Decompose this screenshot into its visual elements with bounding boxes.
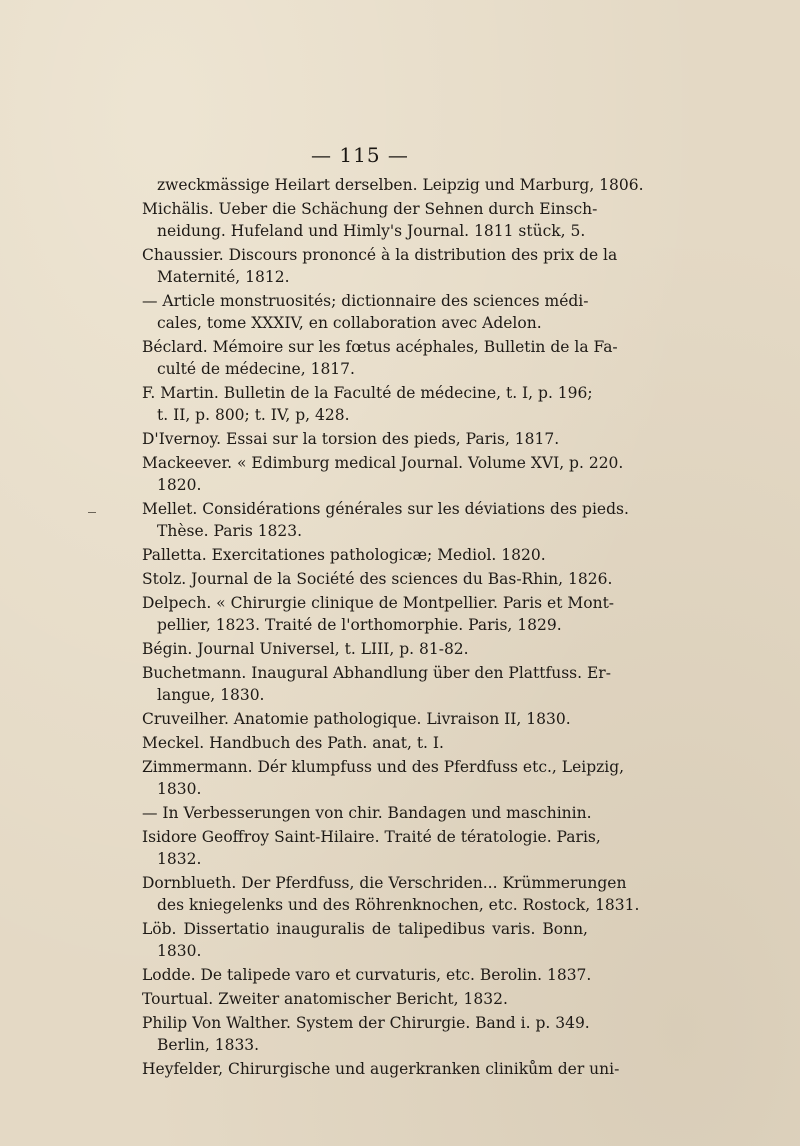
entry-line: F. Martin. Bulletin de la Faculté de médecine, t. I, p. 196; — [142, 384, 593, 402]
entry-line: Berlin, 1833. — [157, 1036, 260, 1054]
entry-line: Palletta. Exercitationes pathologicæ; Mediol. 1820. — [142, 546, 546, 564]
entry-line: cales, tome XXXIV, en collaboration avec Adelon. — [157, 314, 542, 332]
entry-line: des kniegelenks und des Röhrenknochen, etc. Rostock, 1831. — [157, 896, 640, 914]
entry-line: Philip Von Walther. System der Chirurgie. Band i. p. 349. — [142, 1014, 590, 1032]
entry-line: — Article monstruosités; dictionnaire des sciences médi- — [142, 292, 589, 310]
entry-line: 1830. — [157, 780, 202, 798]
entry-line: Lodde. De talipede varo et curvaturis, etc. Berolin. 1837. — [142, 966, 592, 984]
bibliography-entry — [142, 382, 593, 426]
bibliography-entry — [142, 826, 601, 870]
margin-mark — [88, 512, 96, 513]
entry-line: 1832. — [157, 850, 202, 868]
bibliography-entry — [142, 802, 592, 824]
bibliography-entry — [142, 988, 588, 1010]
entry-line: Maternité, 1812. — [157, 268, 290, 286]
entry-line: Chaussier. Discours prononcé à la distribution des prix de la — [142, 246, 618, 264]
entry-line: t. II, p. 800; t. IV, p, 428. — [157, 406, 350, 424]
bibliography-entry — [142, 568, 613, 590]
page-number: — 115 — — [311, 143, 409, 167]
entry-line: 1830. — [157, 942, 202, 960]
entry-line: Stolz. Journal de la Société des sciences du Bas-Rhin, 1826. — [142, 570, 613, 588]
bibliography-entry — [142, 756, 625, 800]
entry-line: Isidore Geoffroy Saint-Hilaire. Traité de tératologie. Paris, — [142, 828, 601, 846]
bibliography-entry — [142, 708, 588, 730]
bibliography-entry — [142, 544, 588, 566]
entry-line: zweckmässige Heilart derselben. Leipzig und Marburg, 1806. — [157, 176, 644, 194]
entry-line: Löb. Dissertatio inauguralis de talipedibus varis. Bonn, — [142, 920, 588, 938]
entry-line: neidung. Hufeland und Himly's Journal. 1811 stück, 5. — [157, 222, 586, 240]
bibliography-entry — [142, 336, 618, 380]
bibliography-list — [142, 174, 644, 1082]
entry-line: Dornblueth. Der Pferdfuss, die Verschriden... Krümmerungen — [142, 874, 627, 892]
bibliography-entry — [142, 1058, 620, 1080]
bibliography-entry — [142, 872, 640, 916]
entry-line: langue, 1830. — [157, 686, 265, 704]
bibliography-entry — [142, 244, 618, 288]
bibliography-entry — [142, 592, 615, 636]
bibliography-entry — [142, 174, 644, 196]
entry-line: Zimmermann. Dér klumpfuss und des Pferdfuss etc., Leipzig, — [142, 758, 625, 776]
entry-line: Thèse. Paris 1823. — [157, 522, 303, 540]
entry-line: Béclard. Mémoire sur les fœtus acéphales, Bulletin de la Fa- — [142, 338, 618, 356]
entry-line: Meckel. Handbuch des Path. anat, t. I. — [142, 734, 444, 752]
bibliography-entry — [142, 290, 588, 334]
entry-line: D'Ivernoy. Essai sur la torsion des pieds, Paris, 1817. — [142, 430, 560, 448]
bibliography-entry — [142, 428, 588, 450]
entry-line: pellier, 1823. Traité de l'orthomorphie. Paris, 1829. — [157, 616, 562, 634]
bibliography-entry — [142, 662, 611, 706]
entry-line: 1820. — [157, 476, 202, 494]
entry-line: Tourtual. Zweiter anatomischer Bericht, 1832. — [142, 990, 508, 1008]
entry-line: Heyfelder, Chirurgische und augerkranken clinikům der uni- — [142, 1060, 620, 1078]
bibliography-entry — [142, 1012, 588, 1056]
bibliography-entry — [142, 732, 588, 754]
bibliography-entry — [142, 498, 629, 542]
entry-line: culté de médecine, 1817. — [157, 360, 355, 378]
entry-line: Mellet. Considérations générales sur les déviations des pieds. — [142, 500, 629, 518]
bibliography-entry — [142, 964, 592, 986]
entry-line: Delpech. « Chirurgie clinique de Montpellier. Paris et Mont- — [142, 594, 615, 612]
bibliography-entry — [142, 198, 598, 242]
entry-line: Mackeever. « Edimburg medical Journal. Volume XVI, p. 220. — [142, 454, 624, 472]
entry-line: — In Verbesserungen von chir. Bandagen und maschinin. — [142, 804, 592, 822]
entry-line: Buchetmann. Inaugural Abhandlung über den Plattfuss. Er- — [142, 664, 611, 682]
entry-line: Bégin. Journal Universel, t. LIII, p. 81-82. — [142, 640, 469, 658]
bibliography-entry — [142, 452, 624, 496]
entry-line: Michälis. Ueber die Schächung der Sehnen durch Einsch- — [142, 200, 598, 218]
entry-line: Cruveilher. Anatomie pathologique. Livraison II, 1830. — [142, 710, 571, 728]
bibliography-entry — [142, 918, 588, 962]
bibliography-entry — [142, 638, 588, 660]
